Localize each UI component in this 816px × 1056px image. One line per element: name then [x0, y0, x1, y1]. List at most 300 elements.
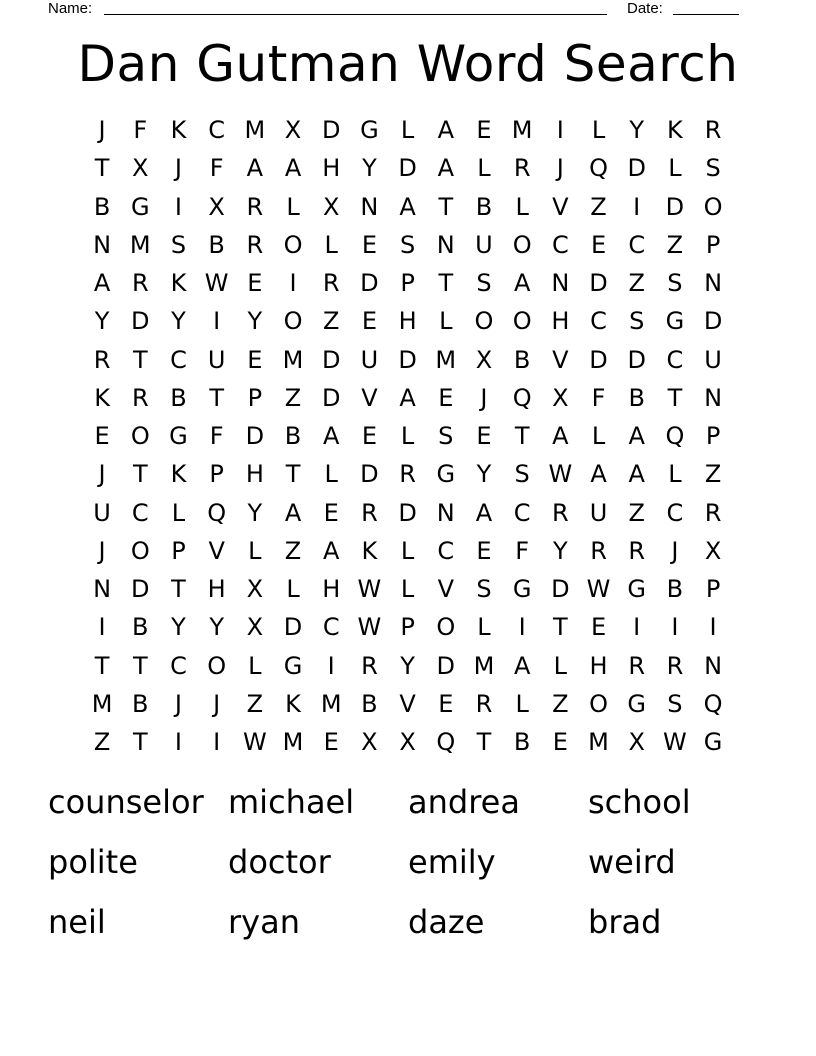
- grid-letter: L: [477, 154, 491, 183]
- grid-letter: I: [556, 116, 564, 144]
- grid-letter: O: [436, 613, 456, 642]
- grid-letter: D: [321, 345, 341, 374]
- grid-letter: Q: [436, 728, 456, 756]
- grid-letter: K: [94, 383, 110, 412]
- grid-letter: R: [513, 154, 531, 183]
- grid-letter: L: [324, 460, 338, 489]
- grid-letter: V: [437, 575, 454, 603]
- grid-letter: O: [512, 307, 532, 336]
- grid-letter: E: [323, 498, 339, 527]
- grid-letter: T: [553, 613, 568, 642]
- grid-letter: W: [357, 575, 382, 603]
- grid-letter: U: [589, 498, 608, 527]
- grid-letter: C: [666, 498, 684, 527]
- grid-letter: D: [131, 307, 150, 336]
- grid-letter: H: [322, 154, 341, 183]
- grid-letter: C: [322, 613, 340, 642]
- grid-letter: S: [476, 269, 492, 297]
- grid-letter: E: [323, 728, 339, 756]
- grid-letter: R: [246, 192, 264, 221]
- grid-letter: E: [247, 345, 263, 374]
- grid-row: [83, 226, 733, 264]
- grid-letter: M: [435, 345, 457, 374]
- grid-letter: C: [513, 498, 531, 527]
- grid-letter: E: [590, 613, 607, 642]
- grid-row: [83, 685, 733, 723]
- grid-letter: Q: [512, 383, 532, 412]
- grid-letter: D: [436, 651, 456, 680]
- grid-letter: N: [704, 383, 723, 412]
- grid-letter: T: [132, 460, 148, 489]
- grid-letter: D: [131, 575, 150, 603]
- grid-letter: C: [131, 498, 149, 527]
- grid-letter: A: [284, 498, 302, 527]
- grid-letter: O: [130, 422, 150, 450]
- grid-letter: C: [170, 651, 187, 680]
- grid-letter: P: [209, 460, 224, 489]
- grid-letter: G: [436, 460, 456, 489]
- grid-letter: L: [400, 116, 415, 144]
- grid-letter: T: [476, 728, 492, 756]
- grid-letter: B: [170, 383, 187, 412]
- grid-letter: A: [323, 536, 340, 565]
- grid-letter: M: [473, 651, 495, 680]
- grid-letter: E: [476, 422, 492, 450]
- grid-letter: T: [438, 192, 454, 221]
- grid-letter: A: [437, 154, 454, 183]
- grid-letter: W: [548, 460, 573, 489]
- grid-letter: R: [704, 498, 722, 527]
- grid-letter: D: [589, 345, 608, 374]
- grid-letter: X: [246, 613, 264, 642]
- grid-letter: Y: [476, 460, 492, 489]
- grid-letter: O: [283, 230, 303, 259]
- grid-letter: E: [438, 383, 454, 412]
- grid-letter: T: [171, 575, 186, 603]
- grid-row: [83, 149, 733, 187]
- grid-letter: T: [667, 383, 683, 412]
- grid-letter: G: [703, 728, 723, 756]
- grid-letter: R: [246, 230, 264, 259]
- grid-letter: M: [282, 728, 304, 756]
- grid-row: [83, 608, 733, 646]
- grid-letter: F: [133, 116, 148, 144]
- grid-letter: S: [629, 307, 645, 336]
- grid-letter: R: [628, 536, 646, 565]
- grid-letter: R: [322, 269, 340, 297]
- grid-letter: D: [283, 613, 303, 642]
- grid-letter: E: [247, 269, 263, 297]
- grid-letter: D: [665, 192, 685, 221]
- grid-letter: R: [131, 383, 149, 412]
- grid-letter: D: [398, 154, 417, 183]
- grid-letter: M: [320, 689, 342, 718]
- grid-letter: T: [94, 651, 110, 680]
- grid-letter: R: [666, 651, 684, 680]
- grid-letter: S: [705, 154, 721, 183]
- grid-letter: A: [399, 383, 416, 412]
- grid-letter: S: [170, 230, 187, 259]
- grid-row: [83, 570, 733, 608]
- grid-letter: C: [666, 345, 684, 374]
- grid-letter: Z: [628, 269, 645, 297]
- grid-letter: W: [242, 728, 267, 756]
- grid-letter: I: [213, 728, 221, 756]
- grid-row: [83, 341, 733, 379]
- grid-letter: B: [93, 192, 111, 221]
- grid-letter: N: [93, 230, 112, 259]
- grid-letter: T: [132, 345, 148, 374]
- grid-letter: C: [551, 230, 569, 259]
- grid-letter: O: [130, 536, 150, 565]
- grid-letter: E: [552, 728, 568, 756]
- grid-letter: X: [399, 728, 416, 756]
- grid-letter: Y: [247, 498, 263, 527]
- word-item: weird: [588, 843, 676, 881]
- grid-letter: V: [399, 689, 416, 718]
- grid-letter: I: [518, 613, 526, 642]
- grid-letter: L: [668, 460, 682, 489]
- grid-letter: R: [361, 651, 378, 680]
- name-date-header: [0, 0, 816, 22]
- grid-letter: U: [475, 230, 493, 259]
- grid-letter: R: [131, 269, 149, 297]
- grid-letter: Y: [400, 651, 415, 680]
- grid-letter: S: [667, 269, 683, 297]
- grid-letter: S: [476, 575, 492, 603]
- grid-letter: G: [665, 307, 685, 336]
- grid-letter: R: [475, 689, 493, 718]
- grid-letter: J: [671, 536, 679, 565]
- grid-letter: R: [361, 498, 378, 527]
- grid-letter: I: [174, 728, 182, 756]
- grid-letter: L: [553, 651, 568, 680]
- grid-letter: N: [93, 575, 112, 603]
- word-item: doctor: [228, 843, 331, 881]
- date-label: Date:: [627, 0, 663, 17]
- grid-letter: J: [98, 536, 106, 565]
- grid-letter: C: [170, 345, 187, 374]
- grid-letter: B: [361, 689, 378, 718]
- grid-letter: M: [588, 728, 609, 756]
- grid-letter: B: [666, 575, 684, 603]
- grid-letter: O: [283, 307, 303, 336]
- grid-letter: J: [174, 154, 182, 183]
- grid-letter: A: [590, 460, 607, 489]
- grid-letter: A: [628, 460, 645, 489]
- word-item: andrea: [408, 783, 520, 821]
- grid-letter: L: [171, 498, 186, 527]
- grid-letter: Y: [171, 307, 186, 336]
- word-item: daze: [408, 903, 485, 941]
- grid-letter: I: [327, 651, 335, 680]
- grid-letter: O: [474, 307, 494, 336]
- grid-letter: P: [705, 422, 721, 450]
- grid-letter: B: [628, 383, 645, 412]
- grid-letter: B: [208, 230, 225, 259]
- grid-letter: I: [633, 192, 641, 221]
- grid-letter: E: [476, 536, 492, 565]
- grid-letter: L: [400, 536, 415, 565]
- grid-letter: X: [628, 728, 645, 756]
- grid-letter: U: [360, 345, 379, 374]
- grid-letter: R: [93, 345, 111, 374]
- grid-row: [83, 532, 733, 570]
- grid-letter: X: [284, 116, 302, 144]
- grid-letter: K: [361, 536, 378, 565]
- grid-letter: D: [321, 116, 341, 144]
- grid-letter: N: [704, 269, 723, 297]
- grid-letter: F: [209, 422, 224, 450]
- grid-letter: A: [475, 498, 493, 527]
- grid-letter: M: [282, 345, 304, 374]
- grid-letter: Y: [209, 613, 224, 642]
- grid-letter: Z: [284, 383, 302, 412]
- grid-letter: D: [360, 460, 379, 489]
- grid-letter: L: [439, 307, 453, 336]
- grid-letter: P: [400, 269, 415, 297]
- grid-letter: L: [477, 613, 491, 642]
- name-label: Name:: [48, 0, 93, 17]
- word-list-row: [48, 900, 768, 960]
- grid-letter: V: [552, 345, 569, 374]
- grid-letter: D: [627, 154, 646, 183]
- grid-letter: T: [285, 460, 301, 489]
- word-list: [48, 780, 768, 960]
- grid-letter: A: [93, 269, 111, 297]
- grid-letter: M: [91, 689, 113, 718]
- grid-letter: M: [129, 230, 151, 259]
- grid-row: [83, 455, 733, 493]
- grid-letter: I: [174, 192, 182, 221]
- word-item: brad: [588, 903, 662, 941]
- grid-letter: B: [513, 728, 531, 756]
- grid-letter: L: [286, 192, 300, 221]
- grid-letter: A: [552, 422, 569, 450]
- grid-letter: D: [321, 383, 341, 412]
- grid-letter: T: [132, 728, 148, 756]
- grid-letter: H: [551, 307, 570, 336]
- grid-letter: D: [398, 498, 417, 527]
- grid-letter: L: [591, 116, 606, 144]
- grid-letter: Y: [362, 154, 377, 183]
- grid-letter: Q: [589, 154, 608, 183]
- grid-letter: D: [551, 575, 570, 603]
- grid-letter: L: [515, 689, 529, 718]
- word-item: polite: [48, 843, 138, 881]
- grid-letter: A: [399, 192, 416, 221]
- grid-letter: Y: [171, 613, 186, 642]
- grid-letter: V: [552, 192, 569, 221]
- grid-letter: T: [209, 383, 224, 412]
- grid-letter: L: [248, 651, 262, 680]
- grid-letter: I: [98, 613, 106, 642]
- grid-row: [83, 723, 733, 761]
- grid-letter: M: [244, 116, 266, 144]
- grid-letter: E: [476, 116, 492, 144]
- grid-letter: X: [208, 192, 225, 221]
- grid-letter: P: [247, 383, 263, 412]
- grid-letter: X: [704, 536, 722, 565]
- grid-letter: D: [398, 345, 417, 374]
- grid-letter: D: [703, 307, 723, 336]
- grid-letter: I: [709, 613, 717, 642]
- grid-letter: G: [627, 575, 647, 603]
- grid-letter: G: [627, 689, 647, 718]
- grid-letter: Q: [207, 498, 227, 527]
- grid-row: [83, 111, 733, 149]
- grid-letter: F: [209, 154, 224, 183]
- grid-letter: U: [704, 345, 722, 374]
- grid-letter: W: [204, 269, 229, 297]
- grid-letter: K: [170, 460, 187, 489]
- grid-letter: L: [515, 192, 529, 221]
- word-item: neil: [48, 903, 106, 941]
- grid-letter: T: [94, 154, 110, 183]
- grid-letter: Z: [552, 689, 569, 718]
- grid-letter: J: [480, 383, 488, 412]
- grid-letter: E: [361, 422, 377, 450]
- grid-letter: Q: [703, 689, 723, 718]
- grid-letter: W: [663, 728, 687, 756]
- grid-letter: G: [169, 422, 188, 450]
- grid-letter: Z: [704, 460, 722, 489]
- grid-letter: L: [324, 230, 338, 259]
- grid-letter: E: [361, 307, 377, 336]
- grid-letter: Z: [93, 728, 111, 756]
- grid-letter: S: [399, 230, 416, 259]
- grid-row: [83, 264, 733, 302]
- grid-letter: H: [589, 651, 608, 680]
- grid-letter: S: [514, 460, 530, 489]
- grid-letter: H: [245, 460, 264, 489]
- grid-letter: E: [361, 230, 377, 259]
- grid-letter: B: [132, 613, 149, 642]
- grid-letter: K: [170, 116, 187, 144]
- grid-letter: M: [511, 116, 533, 144]
- grid-row: [83, 379, 733, 417]
- grid-letter: X: [361, 728, 378, 756]
- grid-letter: Y: [553, 536, 568, 565]
- grid-letter: A: [284, 154, 302, 183]
- grid-letter: O: [589, 689, 608, 718]
- grid-letter: N: [360, 192, 379, 221]
- word-list-row: [48, 840, 768, 900]
- grid-letter: N: [551, 269, 570, 297]
- grid-letter: X: [475, 345, 493, 374]
- grid-letter: J: [98, 460, 106, 489]
- grid-letter: D: [360, 269, 379, 297]
- grid-letter: P: [400, 613, 415, 642]
- grid-letter: E: [94, 422, 110, 450]
- grid-letter: P: [171, 536, 186, 565]
- grid-letter: H: [207, 575, 226, 603]
- grid-letter: H: [398, 307, 417, 336]
- grid-letter: O: [703, 192, 723, 221]
- grid-letter: L: [400, 575, 415, 603]
- grid-letter: V: [208, 536, 225, 565]
- grid-letter: C: [208, 116, 226, 144]
- grid-letter: L: [591, 422, 606, 450]
- grid-letter: E: [438, 689, 454, 718]
- grid-letter: R: [628, 651, 646, 680]
- grid-letter: A: [513, 651, 531, 680]
- grid-letter: D: [589, 269, 608, 297]
- grid-row: [83, 302, 733, 340]
- grid-letter: T: [514, 422, 530, 450]
- grid-letter: H: [322, 575, 341, 603]
- grid-letter: B: [284, 422, 302, 450]
- grid-letter: G: [283, 651, 303, 680]
- grid-letter: K: [667, 116, 683, 144]
- grid-letter: T: [132, 651, 148, 680]
- grid-row: [83, 417, 733, 455]
- grid-letter: A: [323, 422, 340, 450]
- grid-letter: U: [207, 345, 226, 374]
- grid-letter: D: [627, 345, 646, 374]
- grid-letter: X: [246, 575, 264, 603]
- grid-letter: W: [357, 613, 382, 642]
- grid-letter: X: [132, 154, 149, 183]
- grid-letter: R: [552, 498, 569, 527]
- grid-letter: J: [213, 689, 221, 718]
- grid-letter: A: [513, 269, 531, 297]
- grid-letter: N: [436, 230, 455, 259]
- grid-letter: L: [400, 422, 415, 450]
- grid-letter: J: [174, 689, 182, 718]
- grid-letter: R: [399, 460, 416, 489]
- grid-letter: K: [285, 689, 301, 718]
- grid-letter: D: [245, 422, 265, 450]
- grid-letter: W: [586, 575, 611, 603]
- grid-letter: J: [556, 154, 564, 183]
- grid-letter: Z: [666, 230, 684, 259]
- grid-letter: E: [590, 230, 607, 259]
- grid-row: [83, 494, 733, 532]
- grid-letter: J: [98, 116, 106, 144]
- grid-letter: Z: [590, 192, 607, 221]
- word-item: school: [588, 783, 691, 821]
- page-title: Dan Gutman Word Search: [77, 35, 739, 93]
- grid-letter: C: [437, 536, 455, 565]
- grid-letter: I: [671, 613, 679, 642]
- grid-letter: I: [289, 269, 297, 297]
- grid-letter: K: [170, 269, 187, 297]
- grid-letter: A: [437, 116, 454, 144]
- name-blank-line: [104, 14, 607, 15]
- word-list-row: [48, 780, 768, 840]
- grid-letter: Z: [628, 498, 645, 527]
- grid-letter: C: [628, 230, 646, 259]
- grid-letter: L: [286, 575, 300, 603]
- grid-letter: I: [213, 307, 221, 336]
- word-item: counselor: [48, 783, 204, 821]
- grid-letter: Y: [94, 307, 110, 336]
- grid-letter: Q: [665, 422, 685, 450]
- grid-letter: G: [512, 575, 532, 603]
- grid-letter: O: [512, 230, 532, 259]
- grid-letter: B: [513, 345, 531, 374]
- grid-letter: Y: [247, 307, 263, 336]
- grid-letter: Y: [629, 116, 645, 144]
- grid-letter: R: [704, 116, 722, 144]
- word-item: emily: [408, 843, 496, 881]
- grid-letter: X: [552, 383, 569, 412]
- grid-letter: Z: [322, 307, 340, 336]
- grid-letter: L: [248, 536, 262, 565]
- grid-letter: F: [591, 383, 606, 412]
- grid-letter: B: [475, 192, 493, 221]
